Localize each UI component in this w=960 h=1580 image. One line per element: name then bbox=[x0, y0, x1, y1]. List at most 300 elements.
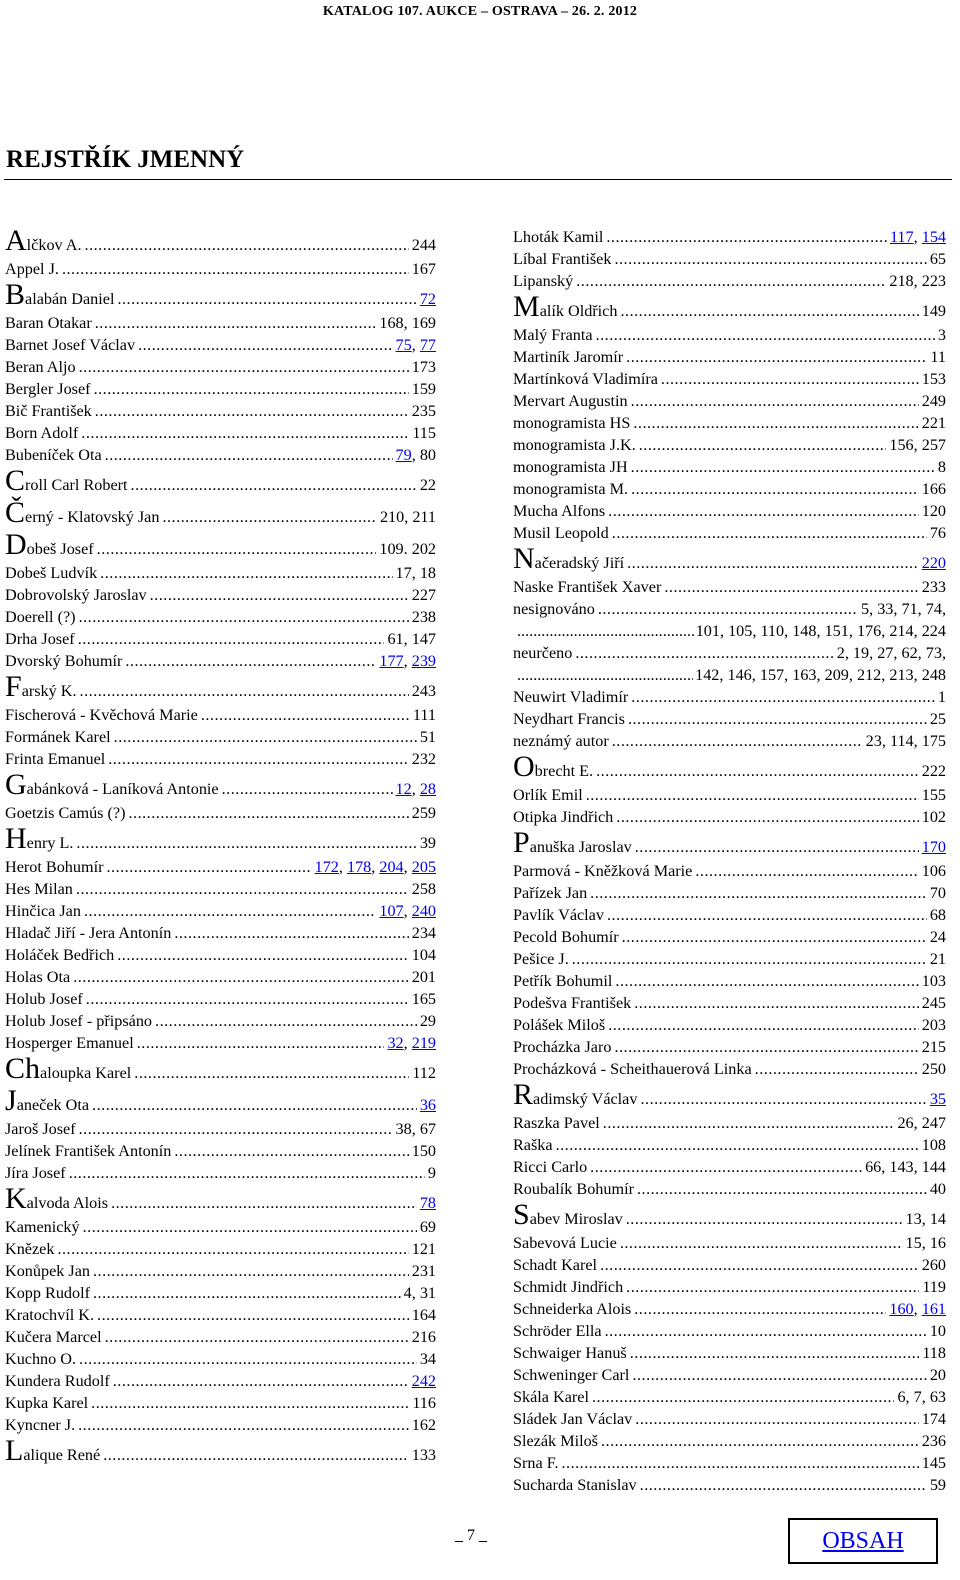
index-entry bbox=[5, 1140, 436, 1162]
entry-name: Procházková - Scheithauerová Linka bbox=[513, 1060, 752, 1078]
entry-name: Kratochvíl K. bbox=[5, 1306, 95, 1324]
entry-pages: 119 bbox=[922, 1278, 946, 1296]
page-link[interactable]: 160 bbox=[889, 1300, 914, 1318]
leader-dots bbox=[73, 966, 409, 988]
entry-pages: 34 bbox=[419, 1350, 436, 1368]
entry-pages: 26, 247 bbox=[897, 1114, 946, 1132]
page-link[interactable]: 35 bbox=[929, 1090, 946, 1108]
leader-dots bbox=[628, 708, 927, 730]
page-link[interactable]: 36 bbox=[419, 1096, 436, 1114]
entry-pages: 70 bbox=[929, 884, 946, 902]
entry-name: Hes Milan bbox=[5, 880, 73, 898]
index-entry bbox=[5, 444, 436, 466]
index-entry bbox=[5, 824, 436, 856]
leader-dots bbox=[640, 1474, 927, 1496]
entry-name: Hosperger Emanuel bbox=[5, 1034, 134, 1052]
entry-name: Skála Karel bbox=[513, 1388, 589, 1406]
page-link[interactable]: 177 bbox=[379, 652, 404, 670]
entry-pages: 221 bbox=[921, 414, 946, 432]
entry-name: Kupka Karel bbox=[5, 1394, 89, 1412]
page-link[interactable]: 239 bbox=[411, 652, 436, 670]
entry-pages: 102 bbox=[921, 808, 946, 826]
index-entry bbox=[513, 926, 946, 948]
leader-dots bbox=[113, 1370, 409, 1392]
entry-name: Lalique René bbox=[5, 1434, 101, 1467]
leader-dots bbox=[174, 922, 408, 944]
entry-name: Janeček Ota bbox=[5, 1084, 90, 1117]
entry-name: monogramista JH bbox=[513, 458, 628, 476]
leader-dots bbox=[607, 904, 927, 926]
index-entry bbox=[5, 672, 436, 704]
leader-dots bbox=[556, 1134, 919, 1156]
index-entry bbox=[5, 334, 436, 356]
entry-name: Mervart Augustin bbox=[513, 392, 628, 410]
index-entry bbox=[513, 292, 946, 324]
entry-pages bbox=[420, 1089, 436, 1121]
entry-name: Pařízek Jan bbox=[513, 884, 588, 902]
page-link[interactable]: 219 bbox=[411, 1034, 436, 1052]
entry-name: Raška bbox=[513, 1136, 553, 1154]
page-link[interactable]: 78 bbox=[419, 1194, 436, 1212]
index-entry bbox=[5, 770, 436, 802]
entry-pages: 166 bbox=[921, 480, 946, 498]
entry-pages: 168, 169 bbox=[379, 314, 436, 332]
leader-dots bbox=[69, 1162, 425, 1184]
leader-dots bbox=[596, 755, 919, 787]
leader-dots bbox=[100, 562, 392, 584]
entry-name: Holub Josef - připsáno bbox=[5, 1012, 153, 1030]
leader-dots bbox=[614, 1036, 918, 1058]
leader-dots bbox=[605, 1320, 927, 1342]
entry-name: Dobrovolský Jaroslav bbox=[5, 586, 147, 604]
index-entry bbox=[513, 390, 946, 412]
page-link[interactable]: 107 bbox=[379, 902, 404, 920]
entry-name: Henry L. bbox=[5, 822, 74, 855]
entry-pages: 5, 33, 71, 74, bbox=[861, 600, 946, 618]
entry-name: Kyncner J. bbox=[5, 1416, 76, 1434]
leader-dots bbox=[603, 1112, 895, 1134]
index-entry bbox=[5, 312, 436, 334]
entry-pages: 11 bbox=[930, 348, 946, 366]
entry-pages: 25 bbox=[929, 710, 946, 728]
entry-pages: 8 bbox=[937, 458, 946, 476]
entry-pages: 243 bbox=[411, 682, 436, 700]
entry-name: Jelínek František Antonín bbox=[5, 1142, 172, 1160]
entry-name: Baran Otakar bbox=[5, 314, 92, 332]
entry-pages: 101, 105, 110, 148, 151, 176, 214, 224 bbox=[695, 622, 946, 640]
entry-pages: 164 bbox=[411, 1306, 436, 1324]
leader-dots bbox=[150, 584, 409, 606]
page-link[interactable]: 154 bbox=[921, 228, 946, 246]
entry-pages: 1 bbox=[937, 688, 946, 706]
entry-name: Podešva František bbox=[513, 994, 632, 1012]
index-entry bbox=[513, 784, 946, 806]
entry-pages: 238 bbox=[411, 608, 436, 626]
index-entry bbox=[5, 530, 436, 562]
leader-dots bbox=[94, 378, 409, 400]
entry-pages bbox=[922, 547, 946, 579]
entry-name: Kamenický bbox=[5, 1218, 80, 1236]
index-entry bbox=[513, 1014, 946, 1036]
leader-dots bbox=[79, 1118, 393, 1140]
entry-name: Mucha Alfons bbox=[513, 502, 606, 520]
entry-pages: 6, 7, 63 bbox=[897, 1388, 946, 1406]
leader-dots bbox=[92, 1089, 417, 1121]
entry-pages: 121 bbox=[411, 1240, 436, 1258]
entry-pages: 236 bbox=[921, 1432, 946, 1450]
entry-name: Farský K. bbox=[5, 670, 77, 703]
page-link[interactable]: 240 bbox=[411, 902, 436, 920]
leader-dots bbox=[608, 500, 919, 522]
leader-dots bbox=[622, 926, 927, 948]
page-link[interactable]: 72 bbox=[419, 290, 436, 308]
entry-name: Schröder Ella bbox=[513, 1322, 602, 1340]
entry-name: Radimský Václav bbox=[513, 1078, 638, 1111]
index-entry bbox=[513, 1386, 946, 1408]
leader-dots bbox=[80, 675, 409, 707]
leader-dots bbox=[95, 312, 377, 334]
entry-name: Ricci Carlo bbox=[513, 1158, 588, 1176]
entry-name: Schweninger Carl bbox=[513, 1366, 630, 1384]
entry-name: Neydhart Francis bbox=[513, 710, 625, 728]
leader-dots bbox=[62, 258, 409, 280]
entry-pages: 249 bbox=[921, 392, 946, 410]
index-entry bbox=[5, 900, 436, 922]
entry-pages: 104 bbox=[411, 946, 436, 964]
entry-name: Dobeš Josef bbox=[5, 528, 94, 561]
index-entry bbox=[513, 1156, 946, 1178]
entry-name: monogramista HS bbox=[513, 414, 631, 432]
entry-pages: 15, 16 bbox=[905, 1234, 946, 1252]
entry-pages bbox=[412, 1370, 436, 1392]
entry-pages: 149 bbox=[921, 302, 946, 320]
entry-name: Lhoták Kamil bbox=[513, 228, 604, 246]
entry-name: Schadt Karel bbox=[513, 1256, 598, 1274]
page-link[interactable]: 172 bbox=[314, 858, 339, 876]
entry-name: Knězek bbox=[5, 1240, 55, 1258]
leader-dots bbox=[57, 1238, 408, 1260]
index-entry bbox=[513, 708, 946, 730]
obsah-box bbox=[788, 1518, 938, 1564]
obsah-link[interactable]: OBSAH bbox=[822, 1527, 904, 1554]
index-entry bbox=[5, 1436, 436, 1468]
leader-dots bbox=[576, 270, 886, 292]
entry-pages: 22 bbox=[419, 476, 436, 494]
entry-pages: 117, 154 bbox=[889, 228, 946, 246]
index-entry bbox=[513, 412, 946, 434]
page-link[interactable]: 204 bbox=[379, 858, 404, 876]
index-entry bbox=[5, 422, 436, 444]
index-entry bbox=[513, 730, 946, 752]
index-entry bbox=[513, 860, 946, 882]
index-entry bbox=[5, 1216, 436, 1238]
leader-dots bbox=[174, 1140, 408, 1162]
leader-dots bbox=[598, 598, 858, 620]
page-link[interactable]: 75 bbox=[395, 336, 412, 354]
entry-name: Neuwirt Vladimír bbox=[513, 688, 629, 706]
entry-name: Sabevová Lucie bbox=[513, 1234, 617, 1252]
index-entry bbox=[513, 576, 946, 598]
entry-pages: 39 bbox=[419, 834, 436, 852]
page-link[interactable]: 220 bbox=[921, 554, 946, 572]
entry-name: Pavlík Václav bbox=[513, 906, 604, 924]
leader-dots bbox=[627, 547, 919, 579]
index-entry bbox=[5, 1010, 436, 1032]
index-entry bbox=[5, 1118, 436, 1140]
entry-name: Goetzis Camús (?) bbox=[5, 804, 126, 822]
page-title: REJSTŘÍK JMENNÝ bbox=[6, 146, 245, 173]
page-link[interactable]: 79 bbox=[395, 446, 412, 464]
leader-dots bbox=[612, 730, 863, 752]
entry-pages: 38, 67 bbox=[395, 1120, 436, 1138]
entry-name: Fischerová - Kvěchová Marie bbox=[5, 706, 198, 724]
leader-dots bbox=[125, 650, 376, 672]
leader-dots bbox=[626, 1203, 903, 1235]
entry-pages: 177, 239 bbox=[379, 652, 436, 670]
index-entry bbox=[5, 988, 436, 1010]
leader-dots bbox=[91, 1392, 409, 1414]
entry-name: Sládek Jan Václav bbox=[513, 1410, 633, 1428]
index-entry bbox=[5, 878, 436, 900]
index-entry bbox=[5, 1184, 436, 1216]
entry-pages: 201 bbox=[411, 968, 436, 986]
entry-name: Holas Ota bbox=[5, 968, 71, 986]
entry-pages: 116 bbox=[412, 1394, 436, 1412]
leader-dots bbox=[111, 1187, 417, 1219]
index-entry bbox=[513, 478, 946, 500]
leader-dots bbox=[590, 1156, 862, 1178]
entry-name: Holub Josef bbox=[5, 990, 83, 1008]
leader-dots bbox=[106, 856, 311, 878]
index-entry bbox=[513, 948, 946, 970]
entry-name: monogramista M. bbox=[513, 480, 629, 498]
index-entry bbox=[513, 346, 946, 368]
leader-dots bbox=[105, 1326, 409, 1348]
entry-name: Doerell (?) bbox=[5, 608, 76, 626]
entry-name: Musil Leopold bbox=[513, 524, 609, 542]
entry-name: Líbal František bbox=[513, 250, 612, 268]
catalog-header: KATALOG 107. AUKCE – OSTRAVA – 26. 2. 2012 bbox=[322, 4, 638, 19]
entry-pages: 40 bbox=[929, 1180, 946, 1198]
index-entry bbox=[5, 1370, 436, 1392]
entry-pages: 4, 31 bbox=[403, 1284, 436, 1302]
leader-dots bbox=[79, 356, 409, 378]
entry-name: Pešice J. bbox=[513, 950, 569, 968]
leader-dots bbox=[592, 1386, 894, 1408]
entry-name: Hladač Jiří - Jera Antonín bbox=[5, 924, 172, 942]
entry-name: Konůpek Jan bbox=[5, 1262, 90, 1280]
leader-dots bbox=[695, 860, 918, 882]
entry-pages: 222 bbox=[921, 762, 946, 780]
title-divider bbox=[4, 179, 952, 180]
leader-dots bbox=[612, 522, 927, 544]
leader-dots bbox=[137, 1032, 385, 1054]
leader-dots bbox=[631, 390, 919, 412]
page-link[interactable]: 242 bbox=[411, 1372, 436, 1390]
leader-dots bbox=[134, 1057, 409, 1089]
entry-pages: 118 bbox=[922, 1344, 946, 1362]
entry-name: Raszka Pavel bbox=[513, 1114, 600, 1132]
index-entry bbox=[5, 1260, 436, 1282]
page-link[interactable]: 28 bbox=[419, 780, 436, 798]
entry-pages: 245 bbox=[921, 994, 946, 1012]
entry-pages: 111 bbox=[412, 706, 436, 724]
leader-dots bbox=[631, 686, 935, 708]
leader-dots bbox=[155, 1010, 417, 1032]
index-entry bbox=[5, 466, 436, 498]
index-entry bbox=[513, 992, 946, 1014]
leader-dots bbox=[128, 802, 408, 824]
entry-pages: 79, 80 bbox=[395, 446, 436, 464]
leader-dots bbox=[131, 469, 417, 501]
index-entry bbox=[513, 1058, 946, 1080]
page-link[interactable]: 178 bbox=[346, 858, 372, 876]
leader-dots bbox=[85, 229, 409, 261]
leader-dots bbox=[635, 831, 919, 863]
entry-pages: 231 bbox=[411, 1262, 436, 1280]
leader-dots bbox=[114, 726, 417, 748]
entry-pages: 12, 28 bbox=[395, 780, 436, 798]
entry-name: Barnet Josef Václav bbox=[5, 336, 136, 354]
index-entry bbox=[513, 1254, 946, 1276]
leader-dots bbox=[615, 970, 918, 992]
leader-dots bbox=[620, 1232, 903, 1254]
index-column-right bbox=[513, 226, 946, 1496]
entry-pages: 2, 19, 27, 62, 73, bbox=[836, 644, 946, 662]
index-entry bbox=[513, 1474, 946, 1496]
entry-pages: 227 bbox=[411, 586, 436, 604]
leader-dots bbox=[78, 628, 385, 650]
entry-name: Jíra Josef bbox=[5, 1164, 66, 1182]
leader-dots bbox=[639, 434, 887, 456]
leader-dots bbox=[755, 1058, 919, 1080]
entry-pages: 174 bbox=[921, 1410, 946, 1428]
index-entry bbox=[513, 686, 946, 708]
entry-pages: 109. 202 bbox=[379, 540, 436, 558]
leader-dots bbox=[630, 1342, 920, 1364]
entry-pages bbox=[922, 831, 946, 863]
index-entry bbox=[513, 806, 946, 828]
entry-name: Dobeš Ludvík bbox=[5, 564, 98, 582]
entry-pages: 133 bbox=[411, 1446, 436, 1464]
leader-dots bbox=[93, 1260, 409, 1282]
entry-name: Kopp Rudolf bbox=[5, 1284, 90, 1302]
index-entry bbox=[513, 226, 946, 248]
entry-name: Gabánková - Laníková Antonie bbox=[5, 768, 219, 801]
entry-pages bbox=[420, 1187, 436, 1219]
leader-dots bbox=[97, 1304, 409, 1326]
leader-dots bbox=[586, 784, 919, 806]
entry-name: Srna F. bbox=[513, 1454, 559, 1472]
entry-name: Hinčica Jan bbox=[5, 902, 81, 920]
page-link[interactable]: 12 bbox=[395, 780, 412, 798]
index-entry bbox=[5, 944, 436, 966]
page-link[interactable]: 161 bbox=[921, 1300, 946, 1318]
leader-dots bbox=[117, 283, 416, 315]
index-entry bbox=[513, 434, 946, 456]
index-entry bbox=[513, 522, 946, 544]
index-entry bbox=[513, 598, 946, 620]
entry-name: Orlík Emil bbox=[513, 786, 583, 804]
index-entry bbox=[513, 752, 946, 784]
entry-pages: 24 bbox=[929, 928, 946, 946]
entry-name: Petřík Bohumil bbox=[513, 972, 613, 990]
leader-dots bbox=[616, 806, 918, 828]
page-number: _ 7 _ bbox=[455, 1527, 487, 1544]
index-entry bbox=[513, 1178, 946, 1200]
entry-pages: 234 bbox=[411, 924, 436, 942]
leader-dots bbox=[590, 882, 927, 904]
leader-dots bbox=[631, 478, 919, 500]
index-entry bbox=[5, 400, 436, 422]
index-entry bbox=[5, 726, 436, 748]
entry-pages: 68 bbox=[929, 906, 946, 924]
entry-pages: 173 bbox=[411, 358, 436, 376]
page-link[interactable]: 170 bbox=[921, 838, 946, 856]
index-entry bbox=[5, 498, 436, 530]
entry-pages: 17, 18 bbox=[395, 564, 436, 582]
entry-name: Malík Oldřich bbox=[513, 290, 618, 323]
entry-pages: 108 bbox=[921, 1136, 946, 1154]
entry-name: Otipka Jindřich bbox=[513, 808, 614, 826]
leader-dots bbox=[606, 226, 887, 248]
index-entry bbox=[5, 856, 436, 878]
entry-name: Schwaiger Hanuš bbox=[513, 1344, 627, 1362]
index-entry bbox=[513, 1036, 946, 1058]
page-link[interactable]: 205 bbox=[411, 858, 436, 876]
entry-pages: 167 bbox=[411, 260, 436, 278]
entry-pages: 156, 257 bbox=[889, 436, 946, 454]
index-entry bbox=[513, 324, 946, 346]
leader-dots bbox=[103, 1439, 409, 1471]
entry-pages: 155 bbox=[921, 786, 946, 804]
entry-name: monogramista J.K. bbox=[513, 436, 636, 454]
leader-dots bbox=[105, 444, 393, 466]
entry-pages: 29 bbox=[419, 1012, 436, 1030]
entry-name: Beran Aljo bbox=[5, 358, 76, 376]
leader-dots bbox=[79, 606, 409, 628]
entry-name: Kalvoda Alois bbox=[5, 1182, 109, 1215]
entry-name: Herot Bohumír bbox=[5, 858, 104, 876]
index-entry bbox=[5, 584, 436, 606]
leader-dots bbox=[634, 992, 918, 1014]
entry-pages: 69 bbox=[419, 1218, 436, 1236]
leader-dots bbox=[201, 704, 410, 726]
leader-dots bbox=[79, 1348, 417, 1370]
index-entry bbox=[5, 356, 436, 378]
leader-dots bbox=[626, 346, 927, 368]
entry-name: Načeradský Jiří bbox=[513, 542, 625, 575]
page-link[interactable]: 77 bbox=[419, 336, 436, 354]
entry-name: Schmidt Jindřich bbox=[513, 1278, 624, 1296]
entry-name: Dvorský Bohumír bbox=[5, 652, 123, 670]
entry-name: Frinta Emanuel bbox=[5, 750, 106, 768]
index-entry bbox=[5, 1238, 436, 1260]
entry-name: Pecold Bohumír bbox=[513, 928, 619, 946]
index-entry bbox=[5, 1304, 436, 1326]
page-number-value: 7 bbox=[467, 1527, 475, 1544]
index-entry-continuation bbox=[513, 620, 946, 642]
entry-pages: 160, 161 bbox=[889, 1300, 946, 1318]
entry-name: Holáček Bedřich bbox=[5, 946, 115, 964]
page-link[interactable]: 117 bbox=[889, 228, 914, 246]
index-entry bbox=[513, 368, 946, 390]
leader-dots bbox=[84, 900, 376, 922]
leader-dots bbox=[561, 1452, 918, 1474]
entry-pages: 75, 77 bbox=[395, 336, 436, 354]
entry-name: Balabán Daniel bbox=[5, 278, 115, 311]
page-link[interactable]: 32 bbox=[387, 1034, 404, 1052]
